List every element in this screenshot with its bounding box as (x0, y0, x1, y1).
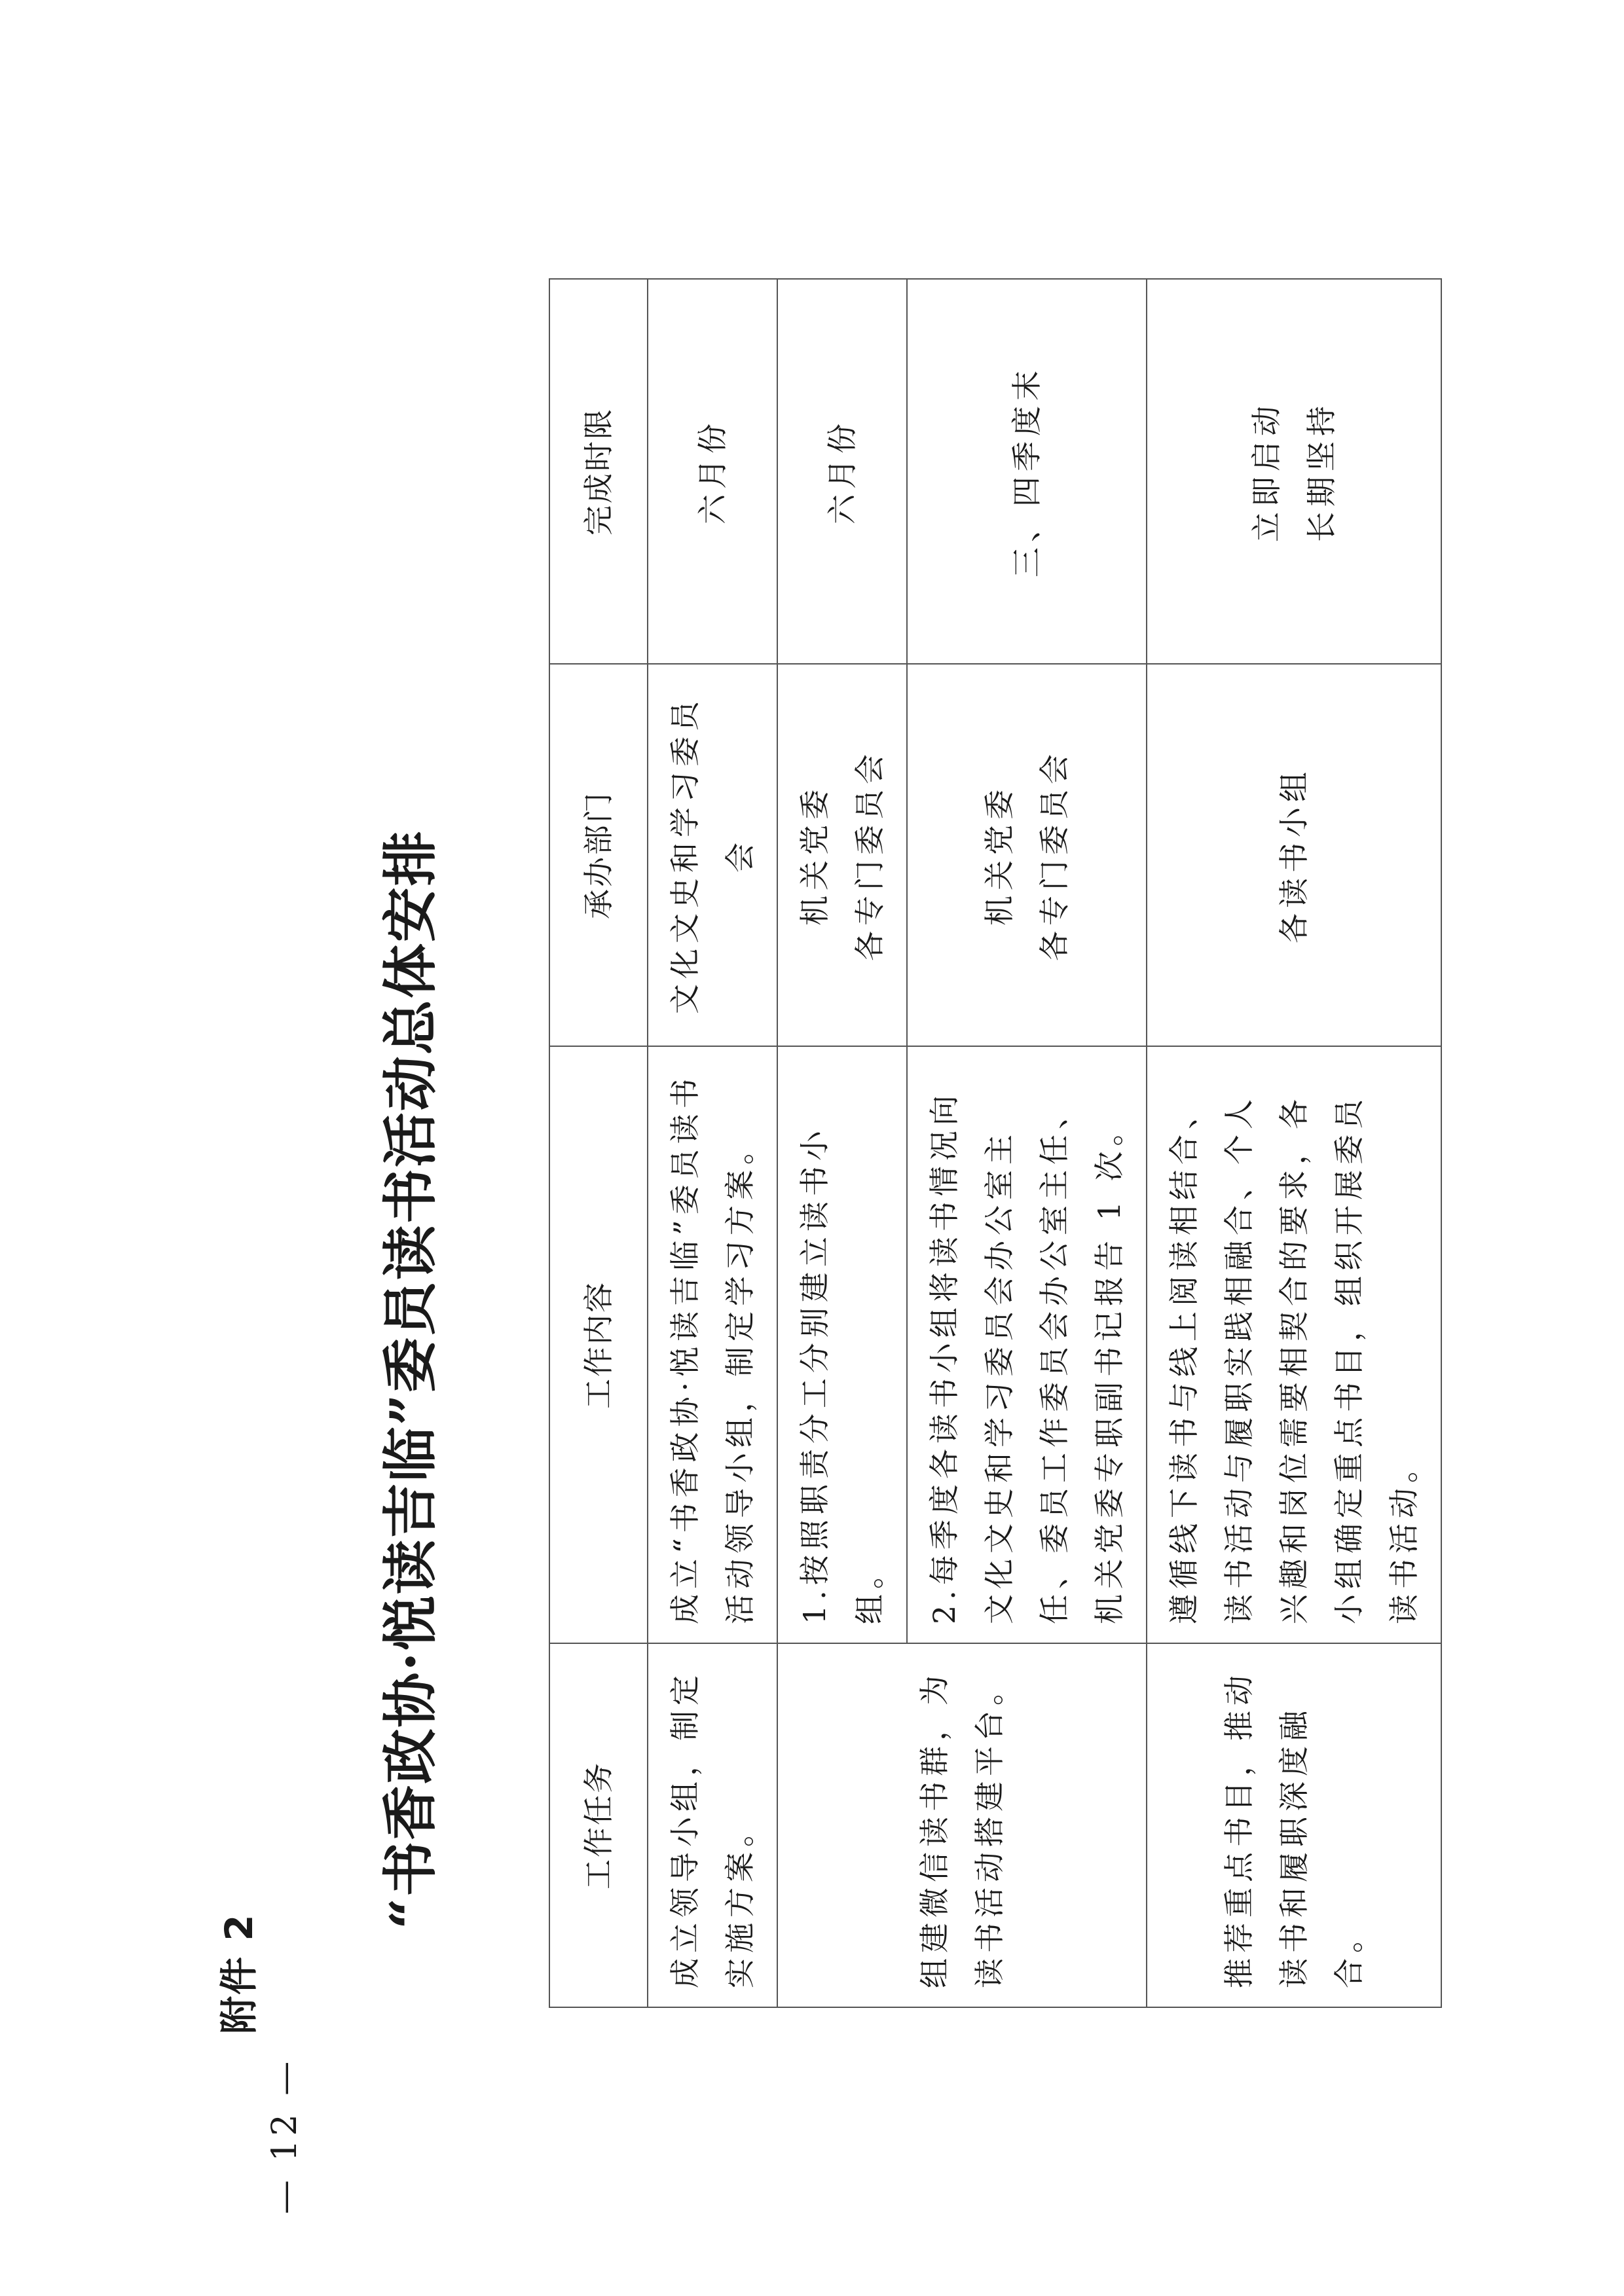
table-row (777, 279, 907, 2007)
page-title: “书香政协·悦读吉临”委员读书活动总体安排 (378, 829, 443, 1929)
deadline-line: 三、四季度末 (1009, 365, 1044, 577)
content-cell: 2.每季度各读书小组将读书情况向文化文史和学习委员会办公室主任、委员工作委员会办公室主任、机关党委专职副书记报告 1 次。 (907, 1046, 1147, 1643)
schedule-table (549, 278, 1442, 2008)
header-content: 工作内容 (549, 1046, 648, 1643)
content-cell: 遵循线下读书与线上阅读相结合、读书活动与履职实践相融合、个人兴趣和岗位需要相契合的要求，各小组确定重点书目，组织开展委员读书活动。 (1147, 1046, 1441, 1643)
table-row (1147, 279, 1441, 2007)
content-cell: 成立“书香政协·悦读吉临”委员读书活动领导小组，制定学习方案。 (648, 1046, 777, 1643)
header-deadline: 完成时限 (549, 279, 648, 664)
deadline-cell (907, 279, 1147, 664)
task-cell: 组建微信读书群，为读书活动搭建平台。 (777, 1643, 1147, 2007)
department-line: 机关党委 (982, 784, 1017, 926)
header-department: 承办部门 (549, 664, 648, 1046)
deadline-line: 六月份 (824, 418, 860, 524)
department-line: 各专门委员会 (1037, 749, 1072, 961)
deadline-cell (648, 279, 777, 664)
department-cell (648, 664, 777, 1046)
deadline-cell (1147, 279, 1441, 664)
task-cell: 推荐重点书目，推动读书和履职深度融合。 (1147, 1643, 1441, 2007)
deadline-cell (777, 279, 907, 664)
department-line: 机关党委 (797, 784, 832, 926)
department-line: 各专门委员会 (852, 749, 887, 961)
deadline-line: 长期坚持 (1304, 401, 1339, 542)
deadline-line: 六月份 (695, 418, 730, 524)
table-header-row (549, 279, 648, 2007)
header-task: 工作任务 (549, 1643, 648, 2007)
department-line: 文化文史和学习委员会 (667, 696, 758, 1014)
department-cell (1147, 664, 1441, 1046)
department-cell (777, 664, 907, 1046)
task-cell: 成立领导小组，制定实施方案。 (648, 1643, 777, 2007)
page-number: — 12 — (265, 2057, 304, 2214)
deadline-line: 立即启动 (1249, 401, 1284, 542)
department-cell (907, 664, 1147, 1046)
table-row (648, 279, 777, 2007)
content-cell: 1.按照职责分工分别建立读书小组。 (777, 1046, 907, 1643)
department-line: 各读书小组 (1276, 767, 1312, 943)
attachment-label: 附件 2 (217, 1913, 261, 2034)
